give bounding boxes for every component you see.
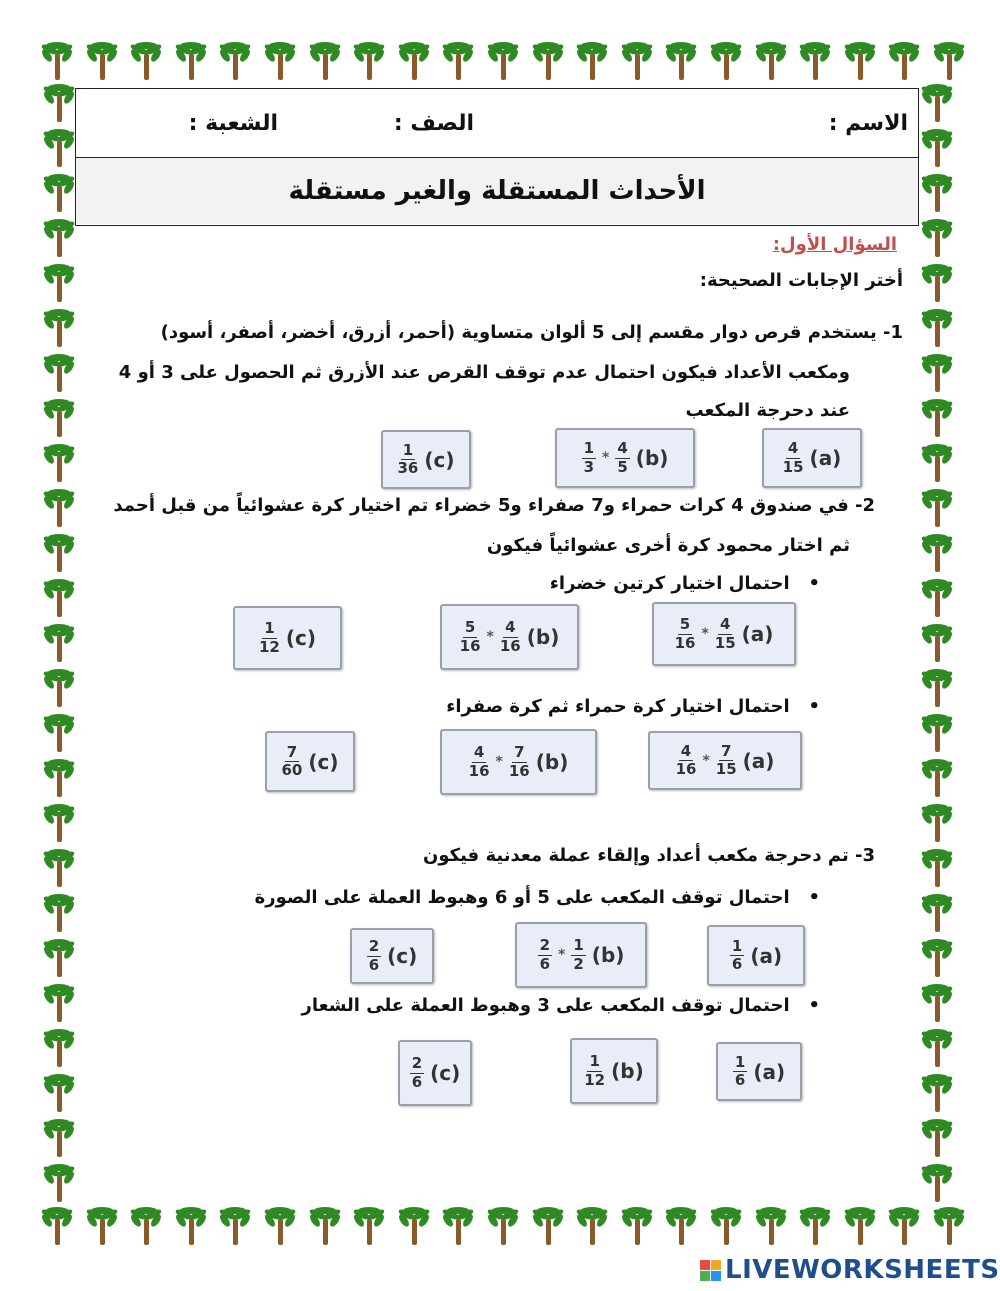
palm-tree-icon bbox=[707, 40, 745, 80]
palm-tree-icon bbox=[918, 937, 956, 977]
palm-tree-icon bbox=[885, 40, 923, 80]
times-sign: * bbox=[495, 754, 503, 770]
palm-tree-icon bbox=[752, 1205, 790, 1245]
palm-tree-icon bbox=[918, 667, 956, 707]
palm-tree-icon bbox=[172, 1205, 210, 1245]
q2-line-2: ثم اختار محمود كرة أخرى عشوائياً فيكون bbox=[486, 535, 850, 556]
palm-tree-icon bbox=[40, 1072, 78, 1112]
q1-line-2: ومكعب الأعداد فيكون احتمال عدم توقف القرص عند الأزرق ثم الحصول على 3 أو 4 bbox=[118, 362, 850, 383]
q1-option-c[interactable] bbox=[381, 430, 471, 489]
times-sign: * bbox=[602, 450, 610, 466]
palm-tree-icon bbox=[261, 40, 299, 80]
palm-tree-icon bbox=[918, 487, 956, 527]
palm-tree-icon bbox=[573, 40, 611, 80]
palm-tree-icon bbox=[127, 1205, 165, 1245]
instruction-text: أختر الإجابات الصحيحة: bbox=[699, 270, 903, 291]
option-tag: (b) bbox=[591, 943, 625, 967]
title-row bbox=[76, 158, 918, 224]
palm-tree-icon bbox=[918, 307, 956, 347]
option-tag: (a) bbox=[753, 1059, 786, 1084]
option-tag: (c) bbox=[308, 749, 339, 774]
fraction: $\frac{7}{15}$ bbox=[715, 741, 737, 778]
fraction: $\frac{4}{16}$ bbox=[675, 741, 697, 778]
palm-tree-icon bbox=[306, 1205, 344, 1245]
fraction: $\frac{1}{12}$ bbox=[584, 1052, 606, 1089]
q3-part-2-option-b[interactable] bbox=[570, 1038, 658, 1104]
bullet-icon: • bbox=[808, 696, 820, 717]
palm-tree-icon bbox=[40, 532, 78, 572]
fraction: $\frac{1}{36}$ bbox=[397, 440, 419, 477]
palm-tree-icon bbox=[40, 892, 78, 932]
palm-tree-icon bbox=[395, 40, 433, 80]
q2-part-2-option-a[interactable] bbox=[648, 731, 802, 790]
palm-tree-icon bbox=[662, 40, 700, 80]
palm-tree-icon bbox=[40, 622, 78, 662]
palm-tree-icon bbox=[918, 1072, 956, 1112]
q3-part-2-text: احتمال توقف المكعب على 3 وهبوط العملة على الشعار bbox=[301, 995, 790, 1016]
palm-tree-icon bbox=[40, 757, 78, 797]
palm-tree-icon bbox=[40, 352, 78, 392]
palm-tree-icon bbox=[40, 577, 78, 617]
palm-tree-icon bbox=[40, 847, 78, 887]
option-tag: (a) bbox=[809, 446, 842, 470]
q2-part-2 bbox=[446, 696, 820, 717]
palm-border-bottom bbox=[38, 1205, 968, 1245]
palm-tree-icon bbox=[40, 397, 78, 437]
brand-name: LIVEWORKSHEETS bbox=[725, 1255, 1000, 1285]
palm-tree-icon bbox=[918, 172, 956, 212]
palm-tree-icon bbox=[484, 40, 522, 80]
q2-part-1-text: احتمال اختيار كرتين خضراء bbox=[549, 573, 790, 594]
q3-part-1-option-c[interactable] bbox=[350, 928, 434, 984]
bullet-icon: • bbox=[808, 995, 820, 1016]
q3-line-1: 3- تم دحرجة مكعب أعداد وإلقاء عملة معدنية فيكون bbox=[422, 845, 875, 866]
fraction: $\frac{4}{15}$ bbox=[782, 439, 804, 476]
q1-option-b[interactable] bbox=[555, 428, 695, 488]
q3-part-1-text: احتمال توقف المكعب على 5 أو 6 وهبوط العملة على الصورة bbox=[254, 887, 790, 908]
palm-tree-icon bbox=[439, 1205, 477, 1245]
q1-line-1: 1- يستخدم قرص دوار مقسم إلى 5 ألوان متساوية (أحمر، أزرق، أخضر، أصفر، أسود) bbox=[160, 322, 903, 343]
fraction: $\frac{7}{16}$ bbox=[508, 743, 530, 780]
q2-part-1-option-a[interactable] bbox=[652, 602, 796, 666]
fraction: $\frac{2}{6}$ bbox=[411, 1054, 423, 1091]
palm-tree-icon bbox=[918, 82, 956, 122]
palm-tree-icon bbox=[40, 172, 78, 212]
fraction: $\frac{4}{5}$ bbox=[617, 439, 628, 476]
option-tag: (c) bbox=[430, 1061, 461, 1085]
q3-part-1 bbox=[255, 887, 820, 908]
q3-part-2-option-c[interactable] bbox=[398, 1040, 472, 1106]
palm-tree-icon bbox=[40, 667, 78, 707]
fraction: $\frac{4}{16}$ bbox=[499, 618, 521, 655]
fraction: $\frac{5}{16}$ bbox=[674, 615, 696, 652]
palm-tree-icon bbox=[918, 262, 956, 302]
palm-tree-icon bbox=[918, 847, 956, 887]
palm-tree-icon bbox=[38, 1205, 76, 1245]
q2-part-1-option-b[interactable] bbox=[440, 604, 579, 670]
bullet-icon: • bbox=[808, 887, 820, 908]
q3-part-1-option-a[interactable] bbox=[707, 925, 805, 986]
palm-tree-icon bbox=[918, 397, 956, 437]
palm-tree-icon bbox=[216, 1205, 254, 1245]
palm-tree-icon bbox=[40, 442, 78, 482]
palm-tree-icon bbox=[83, 1205, 121, 1245]
palm-tree-icon bbox=[40, 982, 78, 1022]
palm-tree-icon bbox=[618, 1205, 656, 1245]
times-sign: * bbox=[701, 626, 709, 642]
palm-tree-icon bbox=[395, 1205, 433, 1245]
palm-border-right bbox=[918, 82, 956, 1202]
fraction: $\frac{5}{16}$ bbox=[459, 618, 481, 655]
option-tag: (b) bbox=[611, 1059, 644, 1083]
palm-tree-icon bbox=[918, 127, 956, 167]
palm-tree-icon bbox=[529, 1205, 567, 1245]
palm-tree-icon bbox=[918, 982, 956, 1022]
fraction: $\frac{1}{3}$ bbox=[583, 439, 595, 476]
palm-tree-icon bbox=[918, 757, 956, 797]
q1-option-a[interactable] bbox=[762, 428, 862, 488]
fraction: $\frac{2}{6}$ bbox=[539, 936, 551, 973]
question-heading: السؤال الأول: bbox=[772, 234, 897, 255]
palm-border-left bbox=[40, 82, 78, 1202]
palm-tree-icon bbox=[38, 40, 76, 80]
palm-tree-icon bbox=[40, 307, 78, 347]
q2-part-1-option-c[interactable] bbox=[233, 606, 342, 670]
palm-tree-icon bbox=[529, 40, 567, 80]
palm-tree-icon bbox=[918, 622, 956, 662]
fraction: $\frac{2}{6}$ bbox=[368, 937, 380, 974]
fraction: $\frac{1}{12}$ bbox=[258, 619, 280, 656]
palm-tree-icon bbox=[40, 1117, 78, 1157]
palm-tree-icon bbox=[618, 40, 656, 80]
palm-tree-icon bbox=[306, 40, 344, 80]
palm-tree-icon bbox=[918, 892, 956, 932]
name-label: الاسم : bbox=[828, 111, 908, 136]
liveworksheets-logo bbox=[700, 1255, 1000, 1285]
palm-tree-icon bbox=[918, 1162, 956, 1202]
palm-tree-icon bbox=[484, 1205, 522, 1245]
palm-tree-icon bbox=[350, 40, 388, 80]
q2-part-2-option-b[interactable] bbox=[440, 729, 597, 795]
palm-tree-icon bbox=[350, 1205, 388, 1245]
palm-tree-icon bbox=[918, 712, 956, 752]
palm-tree-icon bbox=[40, 1162, 78, 1202]
fraction: $\frac{1}{6}$ bbox=[731, 936, 743, 973]
palm-tree-icon bbox=[752, 40, 790, 80]
q2-part-1 bbox=[550, 573, 820, 594]
palm-tree-icon bbox=[841, 1205, 879, 1245]
palm-tree-icon bbox=[172, 40, 210, 80]
palm-tree-icon bbox=[439, 40, 477, 80]
option-tag: (a) bbox=[750, 943, 783, 968]
palm-tree-icon bbox=[841, 40, 879, 80]
palm-tree-icon bbox=[918, 1027, 956, 1067]
palm-tree-icon bbox=[796, 40, 834, 80]
option-tag: (c) bbox=[387, 944, 418, 968]
palm-tree-icon bbox=[918, 577, 956, 617]
palm-tree-icon bbox=[40, 217, 78, 257]
page-title: الأحداث المستقلة والغير مستقلة bbox=[288, 176, 706, 206]
q3-part-2-option-a[interactable] bbox=[716, 1042, 802, 1101]
palm-tree-icon bbox=[707, 1205, 745, 1245]
palm-tree-icon bbox=[930, 40, 968, 80]
option-tag: (c) bbox=[424, 447, 455, 472]
palm-tree-icon bbox=[918, 802, 956, 842]
palm-tree-icon bbox=[216, 40, 254, 80]
palm-tree-icon bbox=[40, 487, 78, 527]
palm-tree-icon bbox=[40, 1027, 78, 1067]
fraction: $\frac{1}{2}$ bbox=[573, 936, 584, 973]
palm-tree-icon bbox=[918, 217, 956, 257]
palm-tree-icon bbox=[918, 532, 956, 572]
palm-tree-icon bbox=[796, 1205, 834, 1245]
q2-line-1: 2- في صندوق 4 كرات حمراء و7 صفراء و5 خضراء تم اختيار كرة عشوائياً من قبل أحمد bbox=[113, 495, 875, 516]
palm-tree-icon bbox=[918, 442, 956, 482]
fraction: $\frac{1}{6}$ bbox=[734, 1052, 746, 1089]
option-tag: (a) bbox=[742, 748, 775, 773]
palm-tree-icon bbox=[918, 1117, 956, 1157]
bullet-icon: • bbox=[808, 573, 820, 594]
option-tag: (b) bbox=[526, 625, 560, 649]
palm-tree-icon bbox=[40, 802, 78, 842]
q3-part-1-option-b[interactable] bbox=[515, 922, 647, 988]
option-tag: (a) bbox=[741, 622, 774, 646]
palm-tree-icon bbox=[127, 40, 165, 80]
palm-tree-icon bbox=[40, 262, 78, 302]
palm-tree-icon bbox=[918, 352, 956, 392]
palm-border-top bbox=[38, 40, 968, 80]
palm-tree-icon bbox=[40, 82, 78, 122]
palm-tree-icon bbox=[261, 1205, 299, 1245]
section-label: الشعبة : bbox=[188, 111, 278, 136]
option-tag: (b) bbox=[635, 446, 669, 470]
times-sign: * bbox=[702, 752, 710, 769]
q1-line-3: عند دحرجة المكعب bbox=[685, 400, 850, 421]
q2-part-2-text: احتمال اختيار كرة حمراء ثم كرة صفراء bbox=[446, 696, 790, 717]
palm-tree-icon bbox=[930, 1205, 968, 1245]
palm-tree-icon bbox=[40, 127, 78, 167]
times-sign: * bbox=[486, 629, 494, 645]
q2-part-2-option-c[interactable] bbox=[265, 731, 355, 792]
palm-tree-icon bbox=[573, 1205, 611, 1245]
header-box bbox=[75, 88, 919, 226]
palm-tree-icon bbox=[40, 712, 78, 752]
palm-tree-icon bbox=[40, 937, 78, 977]
palm-tree-icon bbox=[885, 1205, 923, 1245]
student-info-row bbox=[76, 89, 918, 158]
times-sign: * bbox=[558, 947, 566, 963]
class-label: الصف : bbox=[393, 111, 474, 136]
fraction: $\frac{4}{15}$ bbox=[714, 615, 736, 652]
fraction: $\frac{7}{60}$ bbox=[281, 742, 303, 779]
palm-tree-icon bbox=[83, 40, 121, 80]
option-tag: (c) bbox=[285, 626, 316, 650]
palm-tree-icon bbox=[662, 1205, 700, 1245]
fraction: $\frac{4}{16}$ bbox=[468, 743, 490, 780]
logo-icon bbox=[700, 1260, 721, 1281]
q3-part-2 bbox=[301, 995, 820, 1016]
option-tag: (b) bbox=[535, 750, 569, 774]
